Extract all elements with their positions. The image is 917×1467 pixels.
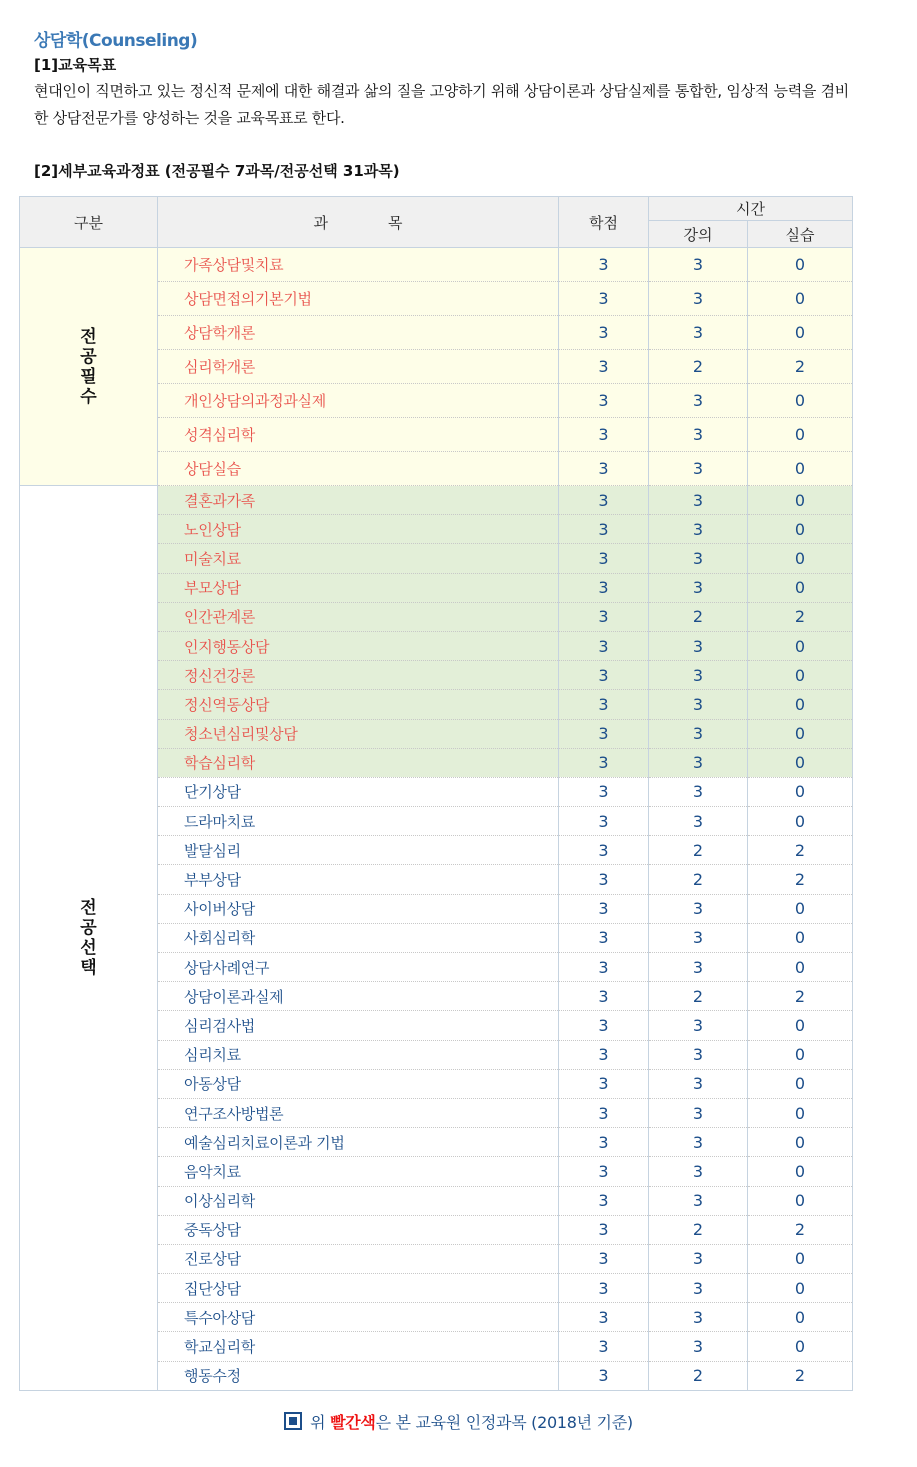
credit-cell: 3 — [559, 631, 649, 660]
credit-cell: 3 — [559, 1069, 649, 1098]
practice-cell: 0 — [748, 777, 853, 806]
practice-cell: 0 — [748, 1040, 853, 1069]
lecture-cell: 3 — [649, 923, 748, 952]
practice-cell: 0 — [748, 923, 853, 952]
lecture-cell: 3 — [649, 1040, 748, 1069]
practice-cell: 0 — [748, 807, 853, 836]
lecture-cell: 3 — [649, 1098, 748, 1127]
subject-cell: 학습심리학 — [158, 748, 559, 777]
credit-cell: 3 — [559, 836, 649, 865]
credit-cell: 3 — [559, 1244, 649, 1273]
practice-cell: 2 — [748, 602, 853, 631]
practice-cell: 2 — [748, 836, 853, 865]
subject-cell: 부모상담 — [158, 573, 559, 602]
header-credit: 학점 — [559, 197, 649, 248]
lecture-cell: 3 — [649, 631, 748, 660]
practice-cell: 0 — [748, 316, 853, 350]
subject-cell: 행동수정 — [158, 1361, 559, 1390]
credit-cell: 3 — [559, 544, 649, 573]
subject-cell: 음악치료 — [158, 1157, 559, 1186]
lecture-cell: 3 — [649, 418, 748, 452]
header-practice: 실습 — [748, 221, 853, 248]
header-subject: 과 목 — [158, 197, 559, 248]
lecture-cell: 3 — [649, 1186, 748, 1215]
subject-cell: 인간관계론 — [158, 602, 559, 631]
practice-cell: 0 — [748, 1069, 853, 1098]
practice-cell: 0 — [748, 1098, 853, 1127]
credit-cell: 3 — [559, 1361, 649, 1390]
lecture-cell: 3 — [649, 894, 748, 923]
lecture-cell: 3 — [649, 719, 748, 748]
credit-cell: 3 — [559, 1186, 649, 1215]
subject-cell: 드라마치료 — [158, 807, 559, 836]
credit-cell: 3 — [559, 418, 649, 452]
lecture-cell: 3 — [649, 486, 748, 515]
practice-cell: 0 — [748, 690, 853, 719]
practice-cell: 0 — [748, 631, 853, 660]
curriculum-table — [19, 196, 853, 1391]
subject-cell: 상담사례연구 — [158, 953, 559, 982]
credit-cell: 3 — [559, 982, 649, 1011]
footnote-post: 은 본 교육원 인정과목 (2018년 기준) — [375, 1413, 633, 1432]
practice-cell: 0 — [748, 248, 853, 282]
credit-cell: 3 — [559, 894, 649, 923]
lecture-cell: 2 — [649, 1215, 748, 1244]
lecture-cell: 3 — [649, 1011, 748, 1040]
practice-cell: 0 — [748, 1303, 853, 1332]
lecture-cell: 3 — [649, 1274, 748, 1303]
subject-cell: 가족상담및치료 — [158, 248, 559, 282]
page-title: 상담학(Counseling) — [34, 31, 198, 51]
practice-cell: 2 — [748, 350, 853, 384]
subject-cell: 정신건강론 — [158, 661, 559, 690]
lecture-cell: 3 — [649, 777, 748, 806]
lecture-cell: 3 — [649, 1303, 748, 1332]
subject-cell: 심리검사법 — [158, 1011, 559, 1040]
credit-cell: 3 — [559, 1128, 649, 1157]
subject-cell: 성격심리학 — [158, 418, 559, 452]
practice-cell: 2 — [748, 1361, 853, 1390]
footnote-highlight: 빨간색 — [330, 1413, 376, 1432]
practice-cell: 0 — [748, 1332, 853, 1361]
category-cell — [20, 486, 158, 1391]
credit-cell: 3 — [559, 953, 649, 982]
lecture-cell: 3 — [649, 282, 748, 316]
lecture-cell: 3 — [649, 544, 748, 573]
lecture-cell: 3 — [649, 248, 748, 282]
lecture-cell: 2 — [649, 836, 748, 865]
credit-cell: 3 — [559, 1303, 649, 1332]
footnote-pre: 위 — [310, 1413, 331, 1432]
lecture-cell: 3 — [649, 573, 748, 602]
subject-cell: 아동상담 — [158, 1069, 559, 1098]
subject-cell: 노인상담 — [158, 515, 559, 544]
lecture-cell: 3 — [649, 748, 748, 777]
subject-cell: 발달심리 — [158, 836, 559, 865]
lecture-cell: 2 — [649, 982, 748, 1011]
subject-cell: 예술심리치료이론과 기법 — [158, 1128, 559, 1157]
subject-cell: 상담실습 — [158, 452, 559, 486]
practice-cell: 0 — [748, 1011, 853, 1040]
credit-cell: 3 — [559, 384, 649, 418]
practice-cell: 0 — [748, 515, 853, 544]
practice-cell: 0 — [748, 894, 853, 923]
practice-cell: 2 — [748, 982, 853, 1011]
credit-cell: 3 — [559, 923, 649, 952]
category-cell — [20, 248, 158, 486]
practice-cell: 0 — [748, 1128, 853, 1157]
subject-cell: 특수아상담 — [158, 1303, 559, 1332]
header-lecture: 강의 — [649, 221, 748, 248]
credit-cell: 3 — [559, 1332, 649, 1361]
subject-cell: 결혼과가족 — [158, 486, 559, 515]
header-time: 시간 — [649, 197, 853, 221]
lecture-cell: 3 — [649, 1157, 748, 1186]
subject-cell: 연구조사방법론 — [158, 1098, 559, 1127]
subject-cell: 상담학개론 — [158, 316, 559, 350]
subject-cell: 부부상담 — [158, 865, 559, 894]
table-row — [20, 486, 853, 515]
credit-cell: 3 — [559, 316, 649, 350]
practice-cell: 0 — [748, 384, 853, 418]
credit-cell: 3 — [559, 452, 649, 486]
subject-cell: 중독상담 — [158, 1215, 559, 1244]
credit-cell: 3 — [559, 1215, 649, 1244]
lecture-cell: 3 — [649, 1332, 748, 1361]
practice-cell: 0 — [748, 719, 853, 748]
subject-cell: 단기상담 — [158, 777, 559, 806]
subject-cell: 심리치료 — [158, 1040, 559, 1069]
credit-cell: 3 — [559, 515, 649, 544]
subject-cell: 청소년심리및상담 — [158, 719, 559, 748]
credit-cell: 3 — [559, 661, 649, 690]
credit-cell: 3 — [559, 719, 649, 748]
subject-cell: 심리학개론 — [158, 350, 559, 384]
practice-cell: 0 — [748, 573, 853, 602]
subject-cell: 개인상담의과정과실제 — [158, 384, 559, 418]
subject-cell: 미술치료 — [158, 544, 559, 573]
practice-cell: 0 — [748, 544, 853, 573]
credit-cell: 3 — [559, 602, 649, 631]
goal-text: 현대인이 직면하고 있는 정신적 문제에 대한 해결과 삶의 질을 고양하기 위해 상담이론과 상담실제를 통합한, 임상적 능력을 겸비한 상담전문가를 양성하는 것을 교육목표로 한다. — [34, 82, 849, 127]
credit-cell: 3 — [559, 865, 649, 894]
practice-cell: 0 — [748, 1186, 853, 1215]
credit-cell: 3 — [559, 1274, 649, 1303]
lecture-cell: 3 — [649, 807, 748, 836]
practice-cell: 0 — [748, 1274, 853, 1303]
credit-cell: 3 — [559, 1098, 649, 1127]
subject-cell: 상담면접의기본기법 — [158, 282, 559, 316]
square-bullet-icon — [284, 1412, 302, 1430]
lecture-cell: 3 — [649, 1069, 748, 1098]
subject-cell: 학교심리학 — [158, 1332, 559, 1361]
credit-cell: 3 — [559, 573, 649, 602]
section-heading-goal: [1]교육목표 — [34, 56, 117, 74]
lecture-cell: 3 — [649, 690, 748, 719]
credit-cell: 3 — [559, 1011, 649, 1040]
credit-cell: 3 — [559, 690, 649, 719]
subject-cell: 인지행동상담 — [158, 631, 559, 660]
section-heading-curriculum: [2]세부교육과정표 (전공필수 7과목/전공선택 31과목) — [34, 162, 400, 180]
subject-cell: 사회심리학 — [158, 923, 559, 952]
subject-cell: 사이버상담 — [158, 894, 559, 923]
credit-cell: 3 — [559, 777, 649, 806]
credit-cell: 3 — [559, 248, 649, 282]
credit-cell: 3 — [559, 748, 649, 777]
subject-cell: 상담이론과실제 — [158, 982, 559, 1011]
practice-cell: 0 — [748, 661, 853, 690]
table-row — [20, 248, 853, 282]
header-category: 구분 — [20, 197, 158, 248]
lecture-cell: 2 — [649, 350, 748, 384]
category-label: 전공필수 — [80, 326, 97, 407]
lecture-cell: 3 — [649, 384, 748, 418]
lecture-cell: 3 — [649, 1128, 748, 1157]
lecture-cell: 3 — [649, 515, 748, 544]
subject-cell: 진로상담 — [158, 1244, 559, 1273]
practice-cell: 0 — [748, 748, 853, 777]
subject-cell: 정신역동상담 — [158, 690, 559, 719]
credit-cell: 3 — [559, 807, 649, 836]
lecture-cell: 3 — [649, 316, 748, 350]
credit-cell: 3 — [559, 1157, 649, 1186]
practice-cell: 2 — [748, 1215, 853, 1244]
lecture-cell: 3 — [649, 953, 748, 982]
credit-cell: 3 — [559, 1040, 649, 1069]
lecture-cell: 2 — [649, 1361, 748, 1390]
practice-cell: 0 — [748, 418, 853, 452]
practice-cell: 0 — [748, 452, 853, 486]
category-label: 전공선택 — [80, 897, 97, 978]
lecture-cell: 3 — [649, 452, 748, 486]
credit-cell: 3 — [559, 486, 649, 515]
lecture-cell: 3 — [649, 661, 748, 690]
practice-cell: 2 — [748, 865, 853, 894]
practice-cell: 0 — [748, 1157, 853, 1186]
credit-cell: 3 — [559, 350, 649, 384]
credit-cell: 3 — [559, 282, 649, 316]
lecture-cell: 2 — [649, 865, 748, 894]
practice-cell: 0 — [748, 953, 853, 982]
subject-cell: 집단상담 — [158, 1274, 559, 1303]
footnote — [0, 1410, 917, 1433]
practice-cell: 0 — [748, 486, 853, 515]
lecture-cell: 3 — [649, 1244, 748, 1273]
practice-cell: 0 — [748, 1244, 853, 1273]
subject-cell: 이상심리학 — [158, 1186, 559, 1215]
practice-cell: 0 — [748, 282, 853, 316]
lecture-cell: 2 — [649, 602, 748, 631]
